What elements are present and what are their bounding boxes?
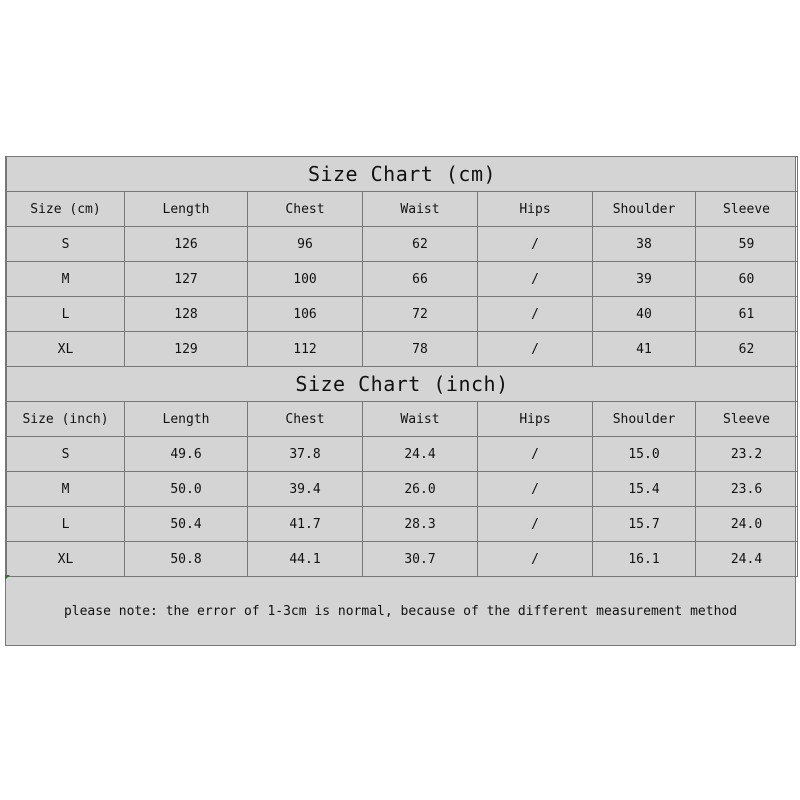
cell-waist: 78 bbox=[363, 332, 478, 367]
column-header-chest: Chest bbox=[248, 402, 363, 437]
size-chart-cm-header-row bbox=[7, 192, 798, 227]
cell-waist: 62 bbox=[363, 227, 478, 262]
cell-sleeve: 59 bbox=[696, 227, 798, 262]
size-chart-inch-header-row bbox=[7, 402, 798, 437]
cell-size: S bbox=[7, 227, 125, 262]
cell-length: 127 bbox=[125, 262, 248, 297]
table-row bbox=[7, 227, 798, 262]
cell-chest: 112 bbox=[248, 332, 363, 367]
column-header-size: Size (cm) bbox=[7, 192, 125, 227]
column-header-shoulder: Shoulder bbox=[593, 192, 696, 227]
column-header-size: Size (inch) bbox=[7, 402, 125, 437]
cell-hips: / bbox=[478, 472, 593, 507]
column-header-sleeve: Sleeve bbox=[696, 192, 798, 227]
cell-chest: 41.7 bbox=[248, 507, 363, 542]
cell-waist: 26.0 bbox=[363, 472, 478, 507]
table-row bbox=[7, 297, 798, 332]
cell-hips: / bbox=[478, 332, 593, 367]
size-chart-inch-title: Size Chart (inch) bbox=[7, 367, 798, 402]
cell-sleeve: 23.2 bbox=[696, 437, 798, 472]
cell-length: 50.4 bbox=[125, 507, 248, 542]
cell-hips: / bbox=[478, 507, 593, 542]
size-chart-inch-table bbox=[6, 366, 798, 577]
cell-shoulder: 39 bbox=[593, 262, 696, 297]
cell-chest: 44.1 bbox=[248, 542, 363, 577]
cell-sleeve: 23.6 bbox=[696, 472, 798, 507]
table-row bbox=[7, 542, 798, 577]
cell-length: 128 bbox=[125, 297, 248, 332]
cell-waist: 30.7 bbox=[363, 542, 478, 577]
cell-size: M bbox=[7, 472, 125, 507]
cell-shoulder: 16.1 bbox=[593, 542, 696, 577]
cell-size: XL bbox=[7, 332, 125, 367]
cell-chest: 96 bbox=[248, 227, 363, 262]
cell-hips: / bbox=[478, 262, 593, 297]
cell-chest: 100 bbox=[248, 262, 363, 297]
cell-hips: / bbox=[478, 227, 593, 262]
cell-size: L bbox=[7, 297, 125, 332]
cell-shoulder: 41 bbox=[593, 332, 696, 367]
cell-length: 49.6 bbox=[125, 437, 248, 472]
column-header-waist: Waist bbox=[363, 402, 478, 437]
size-chart-cm-title: Size Chart (cm) bbox=[7, 157, 798, 192]
cell-shoulder: 15.0 bbox=[593, 437, 696, 472]
cell-sleeve: 62 bbox=[696, 332, 798, 367]
cell-waist: 66 bbox=[363, 262, 478, 297]
cell-size: M bbox=[7, 262, 125, 297]
cell-hips: / bbox=[478, 297, 593, 332]
cell-length: 50.8 bbox=[125, 542, 248, 577]
cell-length: 126 bbox=[125, 227, 248, 262]
cell-shoulder: 15.7 bbox=[593, 507, 696, 542]
cell-shoulder: 40 bbox=[593, 297, 696, 332]
cell-chest: 106 bbox=[248, 297, 363, 332]
column-header-hips: Hips bbox=[478, 402, 593, 437]
column-header-waist: Waist bbox=[363, 192, 478, 227]
cell-shoulder: 38 bbox=[593, 227, 696, 262]
cell-size: XL bbox=[7, 542, 125, 577]
cell-sleeve: 60 bbox=[696, 262, 798, 297]
column-header-shoulder: Shoulder bbox=[593, 402, 696, 437]
cell-length: 50.0 bbox=[125, 472, 248, 507]
column-header-sleeve: Sleeve bbox=[696, 402, 798, 437]
table-row bbox=[7, 437, 798, 472]
size-chart-sheet bbox=[5, 156, 796, 646]
cell-length: 129 bbox=[125, 332, 248, 367]
cell-chest: 37.8 bbox=[248, 437, 363, 472]
cell-waist: 24.4 bbox=[363, 437, 478, 472]
cell-sleeve: 24.4 bbox=[696, 542, 798, 577]
cell-waist: 72 bbox=[363, 297, 478, 332]
cell-hips: / bbox=[478, 542, 593, 577]
cell-sleeve: 24.0 bbox=[696, 507, 798, 542]
cell-shoulder: 15.4 bbox=[593, 472, 696, 507]
table-row bbox=[7, 262, 798, 297]
cell-chest: 39.4 bbox=[248, 472, 363, 507]
cell-waist: 28.3 bbox=[363, 507, 478, 542]
size-chart-cm-table bbox=[6, 156, 798, 367]
measurement-note: please note: the error of 1-3cm is normal, because of the different measurement method bbox=[63, 603, 738, 619]
column-header-length: Length bbox=[125, 402, 248, 437]
column-header-hips: Hips bbox=[478, 192, 593, 227]
column-header-chest: Chest bbox=[248, 192, 363, 227]
column-header-length: Length bbox=[125, 192, 248, 227]
cell-size: S bbox=[7, 437, 125, 472]
cell-hips: / bbox=[478, 437, 593, 472]
cell-size: L bbox=[7, 507, 125, 542]
cell-sleeve: 61 bbox=[696, 297, 798, 332]
table-row bbox=[7, 332, 798, 367]
table-row bbox=[7, 507, 798, 542]
table-row bbox=[7, 472, 798, 507]
